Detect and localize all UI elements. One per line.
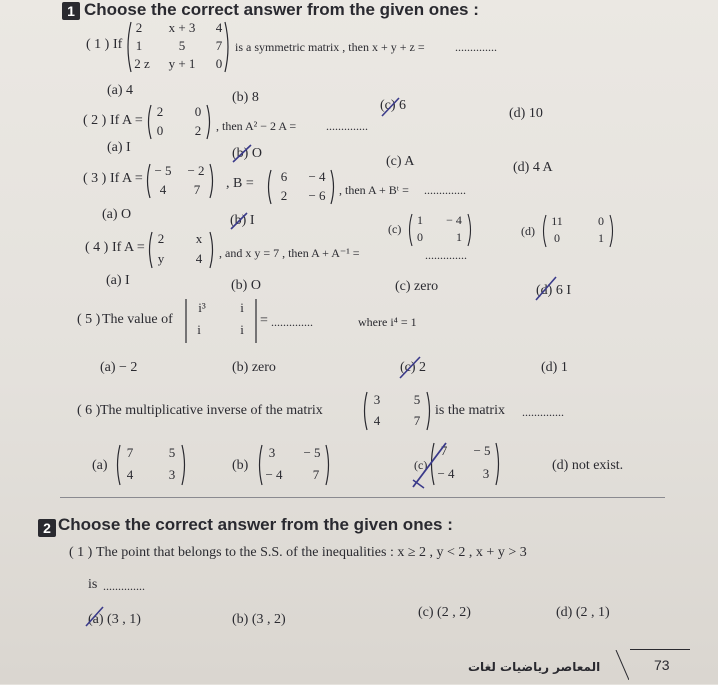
q3-b-label: , B = (226, 176, 254, 191)
q1-option-c[interactable]: (c) 6 (380, 98, 407, 113)
s2-q1-check-mark-icon (84, 605, 106, 629)
q3-option-a[interactable]: (a) O (102, 207, 132, 222)
q3-stem: , then A + Bᵗ = (339, 183, 409, 197)
q3-matrix-b (265, 168, 337, 206)
q3-option-d-matrix (540, 213, 616, 249)
q6-number: ( 6 ) (77, 403, 101, 418)
q1-check-mark-icon (380, 96, 402, 120)
q6-b-21: − 4 (265, 467, 283, 482)
q6-option-b-matrix (256, 443, 332, 487)
q5-number: ( 5 ) (77, 312, 101, 327)
page-corner (615, 650, 629, 685)
q5-d-22: i (240, 322, 244, 337)
q3-option-b[interactable]: (b) I (230, 213, 255, 228)
section-2-instruction: Choose the correct answer from the given ones : (58, 515, 453, 534)
q1-matrix (124, 20, 232, 74)
q1-m-32: y + 1 (168, 56, 196, 71)
s2-q1-option-b[interactable]: (b) (3 , 2) (232, 612, 286, 627)
q6-m-21: 4 (373, 413, 381, 428)
q1-m-31: 2 z (134, 56, 150, 71)
q4-m-12: x (195, 231, 203, 246)
q6-c-12: − 5 (473, 443, 491, 458)
q4-number: ( 4 ) (85, 240, 109, 255)
q6-option-b[interactable]: (b) (232, 458, 249, 473)
q6-m-22: 7 (413, 413, 421, 428)
q2-number: ( 2 ) (83, 113, 107, 128)
q5-pre: The value of (102, 312, 173, 327)
q6-a-12: 5 (168, 445, 176, 460)
q3-c-12: − 4 (446, 213, 462, 227)
q6-c-21: − 4 (437, 466, 455, 481)
q6-m-12: 5 (413, 392, 421, 407)
q2-check-mark-icon (231, 143, 255, 165)
q5-determinant (184, 298, 258, 344)
q3-check-mark-icon (229, 211, 251, 231)
q3-c-11: 1 (417, 213, 423, 227)
q3-option-d[interactable]: (d) (521, 224, 535, 238)
book-name: المعاصر رياضيات لغات (468, 660, 601, 674)
q4-blank: .............. (425, 248, 467, 262)
q3-a-12: − 2 (187, 163, 205, 178)
q1-number: ( 1 ) (86, 37, 110, 52)
section-1-instruction: Choose the correct answer from the given ones : (84, 0, 479, 19)
q3-c-21: 0 (417, 230, 423, 244)
q3-d-12: 0 (598, 214, 604, 228)
q1-m-21: 1 (135, 38, 143, 53)
q4-stem: , and x y = 7 , then A + A⁻¹ = (219, 246, 360, 260)
q3-a-21: 4 (159, 182, 167, 197)
q5-d-11: i³ (198, 300, 206, 315)
q4-check-mark-icon (534, 275, 560, 303)
q5-option-d[interactable]: (d) 1 (541, 360, 568, 375)
q1-if: If (113, 37, 123, 52)
q2-stem: , then A² − 2 A = (216, 119, 297, 133)
q6-b-22: 7 (312, 467, 320, 482)
q5-d-12: i (240, 300, 244, 315)
q1-blank: .............. (455, 40, 497, 54)
q3-option-c[interactable]: (c) (388, 222, 402, 236)
q3-d-22: 1 (598, 231, 604, 245)
q3-d-11: 11 (551, 214, 563, 228)
q3-blank: .............. (424, 183, 466, 197)
q2-option-d[interactable]: (d) 4 A (513, 160, 553, 175)
q6-blank: .............. (522, 405, 564, 419)
q4-m-22: 4 (195, 251, 203, 266)
q6-option-c[interactable]: (c) (414, 458, 428, 472)
q1-m-22: 5 (178, 38, 186, 53)
q2-matrix (145, 103, 213, 141)
q2-m-22: 2 (194, 123, 202, 138)
q2-m-11: 2 (156, 104, 164, 119)
q1-option-b[interactable]: (b) 8 (232, 90, 259, 105)
q1-option-d[interactable]: (d) 10 (509, 106, 543, 121)
page-number: 73 (654, 657, 670, 673)
q3-a-11: − 5 (154, 163, 172, 178)
q1-m-11: 2 (135, 20, 143, 35)
q4-option-d[interactable]: (d) 6 I (536, 283, 571, 298)
q5-d-21: i (197, 322, 201, 337)
s2-q1-option-c[interactable]: (c) (2 , 2) (418, 605, 471, 620)
q1-m-33: 0 (215, 56, 223, 71)
q5-blank: .............. (271, 315, 313, 329)
q6-option-a[interactable]: (a) (92, 458, 108, 473)
q3-c-22: 1 (456, 230, 462, 244)
q3-option-c-matrix (406, 212, 474, 248)
q2-option-c[interactable]: (c) A (386, 154, 415, 169)
q5-check-mark-icon (398, 355, 427, 381)
s2-q1-is: is (88, 577, 98, 592)
section-2-badge: 2 (38, 519, 56, 537)
q6-post: is the matrix (435, 403, 505, 418)
q5-equals: = (260, 313, 268, 328)
section-divider (60, 497, 665, 498)
q6-matrix (361, 390, 433, 432)
q5-post: where i⁴ = 1 (358, 315, 417, 329)
q6-a-11: 7 (126, 445, 134, 460)
q6-stem: The multiplicative inverse of the matrix (100, 403, 323, 418)
q6-option-d[interactable]: (d) not exist. (552, 458, 624, 473)
s2-q1-stem: The point that belongs to the S.S. of the inequalities : x ≥ 2 , y < 2 , x + y > 3 (96, 545, 527, 560)
q3-matrix-a (144, 162, 216, 200)
q3-if: If A = (110, 171, 143, 186)
q3-b-12: − 4 (308, 169, 326, 184)
q2-m-21: 0 (156, 123, 164, 138)
q6-a-22: 3 (168, 467, 176, 482)
q6-b-12: − 5 (303, 445, 321, 460)
q6-m-11: 3 (373, 392, 381, 407)
s2-q1-option-d[interactable]: (d) (2 , 1) (556, 605, 610, 620)
q1-m-13: 4 (215, 20, 223, 35)
q4-m-11: 2 (157, 231, 165, 246)
q4-if: If A = (112, 240, 145, 255)
q6-option-a-matrix (114, 443, 188, 487)
q1-stem: is a symmetric matrix , then x + y + z = (235, 40, 425, 54)
q6-a-21: 4 (126, 467, 134, 482)
q4-matrix (146, 230, 216, 270)
q6-b-11: 3 (268, 445, 276, 460)
page-rule (630, 649, 690, 650)
q4-option-c[interactable]: (c) zero (395, 279, 439, 294)
q3-d-21: 0 (554, 231, 560, 245)
q1-m-12: x + 3 (168, 20, 196, 35)
q5-option-b[interactable]: (b) zero (232, 360, 276, 375)
q4-m-21: y (157, 251, 165, 266)
q3-a-22: 7 (193, 182, 201, 197)
q3-b-11: 6 (280, 169, 288, 184)
q2-option-a[interactable]: (a) I (107, 140, 131, 155)
q3-b-21: 2 (280, 188, 288, 203)
q1-option-a[interactable]: (a) 4 (107, 83, 134, 98)
q2-blank: .............. (326, 119, 368, 133)
q4-option-b[interactable]: (b) O (231, 278, 261, 293)
q6-check-mark-icon (410, 440, 450, 490)
q5-option-c[interactable]: (c) 2 (400, 360, 427, 375)
q2-m-12: 0 (194, 104, 202, 119)
q1-m-23: 7 (215, 38, 223, 53)
s2-q1-blank: .............. (103, 579, 145, 593)
q5-option-a[interactable]: (a) − 2 (100, 360, 138, 375)
q3-number: ( 3 ) (83, 171, 107, 186)
s2-q1-number: ( 1 ) (69, 545, 93, 560)
q2-option-b[interactable]: (b) O (232, 146, 262, 161)
q2-if: If A = (110, 113, 143, 128)
q6-c-22: 3 (482, 466, 490, 481)
s2-q1-option-a[interactable]: (a) (3 , 1) (88, 612, 141, 627)
q4-option-a[interactable]: (a) I (106, 273, 130, 288)
section-1-badge: 1 (62, 2, 80, 20)
q3-b-22: − 6 (308, 188, 326, 203)
q6-c-11: 7 (440, 443, 448, 458)
